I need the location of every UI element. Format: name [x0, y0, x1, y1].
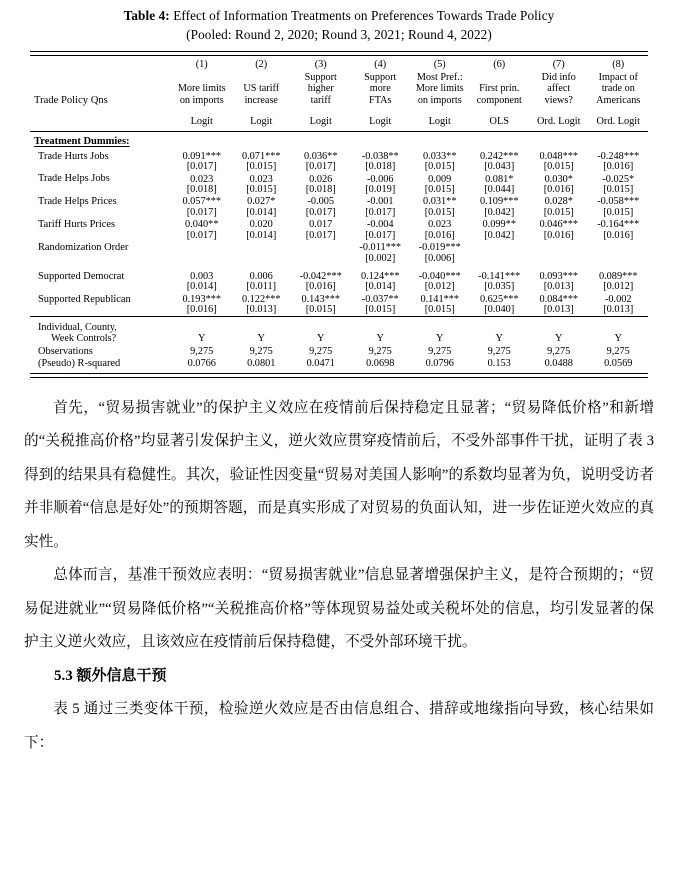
standard-error: [0.014] [246, 206, 277, 218]
coefficient: 0.017 [309, 219, 333, 231]
standard-error: [0.018] [305, 183, 336, 195]
header-line: First prin. [479, 83, 520, 95]
standard-error: [0.017] [305, 206, 336, 218]
standard-error: [0.012] [424, 281, 455, 293]
standard-error: [0.016] [543, 183, 574, 195]
observations-value: 9,275 [547, 346, 571, 358]
column-header [291, 72, 351, 110]
table-bottom-rule [30, 373, 648, 378]
standard-error: [0.015] [424, 206, 455, 218]
coefficient: 0.093*** [539, 271, 579, 283]
standard-error: [0.044] [484, 183, 515, 195]
observations-value: 9,275 [606, 346, 630, 358]
standard-error: [0.013] [543, 281, 574, 293]
coefficient: 0.040** [185, 219, 219, 231]
coefficient: 0.020 [249, 219, 273, 231]
table-row [30, 195, 648, 208]
table-row-se [30, 282, 648, 292]
spacer-cell [30, 305, 172, 316]
table-rsquared-row [30, 357, 648, 373]
standard-error: [0.043] [484, 160, 515, 172]
coefficient: 0.031** [423, 196, 457, 208]
regression-table [30, 56, 648, 374]
standard-error: [0.015] [246, 183, 277, 195]
header-line: More limits [415, 83, 464, 95]
header-line: Support [304, 71, 337, 83]
header-line: Support [364, 71, 397, 83]
coefficient: 0.242*** [479, 150, 519, 162]
standard-error: [0.015] [365, 304, 396, 316]
section-heading-5-3: 5.3 额外信息干预 [54, 667, 167, 684]
standard-error: [0.017] [365, 229, 396, 241]
controls-value: Y [198, 333, 206, 345]
caption-title: Effect of Information Treatments on Preferences Towards Trade Policy [173, 8, 555, 23]
coefficient [232, 241, 292, 254]
coefficient: -0.001 [366, 196, 394, 208]
controls-value: Y [555, 333, 563, 345]
table-caption [0, 6, 678, 44]
controls-value: Y [317, 333, 325, 345]
standard-error: [0.002] [365, 252, 396, 264]
standard-error: [0.015] [424, 160, 455, 172]
coefficient: 0.124*** [360, 271, 400, 283]
header-line: increase [244, 94, 278, 106]
standard-error: [0.011] [246, 281, 277, 293]
coefficient: 0.023 [249, 173, 273, 185]
header-line: on imports [417, 94, 462, 106]
header-line: FTAs [369, 94, 392, 106]
coefficient: 0.625*** [479, 294, 519, 306]
standard-error: [0.019] [365, 183, 396, 195]
coefficient: -0.038** [361, 150, 399, 162]
rsquared-value: 0.0488 [544, 357, 573, 369]
coefficient: -0.164*** [597, 219, 640, 231]
coefficient: 0.099** [482, 219, 516, 231]
table-row-se [30, 208, 648, 218]
controls-value: Y [614, 333, 622, 345]
observations-value: 9,275 [309, 346, 333, 358]
column-header [351, 72, 411, 110]
coefficient: 0.026 [309, 173, 333, 185]
standard-error: [0.015] [424, 183, 455, 195]
row-label: Randomization Order [38, 242, 129, 254]
spacer-cell [30, 254, 172, 264]
coefficient: -0.248*** [597, 150, 640, 162]
coefficient: 0.122*** [241, 294, 281, 306]
coefficient: -0.011*** [359, 242, 402, 254]
estimator-label: Logit [369, 115, 392, 127]
standard-error: [0.014] [246, 229, 277, 241]
coefficient: -0.019*** [418, 242, 461, 254]
coefficient: -0.006 [366, 173, 394, 185]
standard-error: [0.042] [484, 229, 515, 241]
row-label: Tariff Hurts Prices [38, 219, 115, 231]
observations-value: 9,275 [190, 346, 214, 358]
spacer-cell [30, 110, 172, 132]
row-label: Supported Republican [38, 293, 131, 305]
coefficient: -0.025* [602, 173, 635, 185]
table-row-se [30, 254, 648, 264]
table-block [0, 0, 678, 378]
coefficient: 0.048*** [539, 150, 579, 162]
caption-number: Table 4: [123, 8, 170, 23]
estimator-label: Ord. Logit [596, 115, 640, 127]
standard-error: [0.017] [305, 229, 336, 241]
coefficient: 0.057*** [182, 196, 222, 208]
standard-error: [0.016] [603, 160, 634, 172]
table-row-se [30, 231, 648, 241]
coefficient: -0.002 [604, 294, 632, 306]
standard-error [470, 254, 530, 264]
standard-error: [0.018] [186, 183, 217, 195]
controls-value: Y [257, 333, 265, 345]
coefficient: 0.141*** [420, 294, 460, 306]
header-line: higher [307, 83, 334, 95]
row-label: Trade Helps Jobs [38, 173, 110, 185]
coefficient [589, 241, 649, 254]
header-line: Most Pref.: [416, 71, 463, 83]
standard-error: [0.016] [305, 281, 336, 293]
standard-error: [0.017] [186, 206, 217, 218]
row-label: Trade Hurts Jobs [38, 150, 109, 162]
standard-error [291, 254, 351, 264]
spacer-cell [30, 162, 172, 172]
paragraph-3: 表 5 通过三类变体干预，检验逆火效应是否由信息组合、措辞或地缘指向导致，核心结果如下： [24, 701, 654, 751]
row-label: Supported Democrat [38, 271, 125, 283]
rsquared-value: 0.0698 [366, 357, 395, 369]
standard-error: [0.016] [603, 229, 634, 241]
standard-error: [0.015] [305, 304, 336, 316]
coefficient: 0.089*** [598, 271, 638, 283]
coefficient: 0.036** [304, 150, 338, 162]
estimator-label: Logit [190, 115, 213, 127]
coefficient: 0.046*** [539, 219, 579, 231]
coefficient: 0.027* [247, 196, 276, 208]
estimator-label: Logit [250, 115, 273, 127]
standard-error: [0.015] [424, 304, 455, 316]
coefficient: -0.141*** [478, 271, 521, 283]
spacer-cell [30, 282, 172, 292]
rsquared-value: 0.0796 [425, 357, 454, 369]
header-line: affect [547, 83, 571, 95]
caption-line-2: (Pooled: Round 2, 2020; Round 3, 2021; Round 4, 2022) [186, 27, 492, 42]
section-header-cell [30, 133, 648, 150]
standard-error: [0.016] [543, 229, 574, 241]
table-row-se [30, 162, 648, 172]
standard-error: [0.012] [603, 281, 634, 293]
standard-error: [0.013] [603, 304, 634, 316]
table-row [30, 218, 648, 231]
standard-error: [0.017] [365, 206, 396, 218]
observations-value: 9,275 [487, 346, 511, 358]
standard-error: [0.014] [186, 281, 217, 293]
standard-error: [0.018] [365, 160, 396, 172]
coefficient [172, 241, 232, 254]
table-row [30, 172, 648, 185]
coefficient: 0.091*** [182, 150, 222, 162]
column-header [232, 72, 292, 110]
column-header [410, 72, 470, 110]
coefficient: 0.109*** [479, 196, 519, 208]
header-line: More limits [177, 83, 226, 95]
controls-label-line-1: Individual, County, [38, 321, 117, 333]
coefficient: 0.023 [428, 219, 452, 231]
standard-error: [0.013] [543, 304, 574, 316]
coefficient: 0.009 [428, 173, 452, 185]
standard-error: [0.014] [365, 281, 396, 293]
table-column-number-row [30, 56, 648, 72]
standard-error: [0.015] [543, 206, 574, 218]
table-column-header-row [30, 72, 648, 110]
standard-error [232, 254, 292, 264]
paragraph-1: 首先，“贸易损害就业”的保护主义效应在疫情前后保持稳定且显著；“贸易降低价格”和新增的“关税推高价格”均显著引发保护主义，逆火效应贯穿疫情前后，不受外部事件干扰，证明了表 3 得到的结果具有稳健性。其次，验证性因变量“贸易对美国人影响”的系数均显著为负，说明受访者并非顺着“信息是好处”的预期答题，而是真实形成了对贸易的负面认知，进一步佐证逆火效应的真实性。 [24, 399, 654, 550]
body-text [24, 392, 654, 761]
estimator-label: OLS [489, 115, 509, 127]
header-line: trade on [601, 83, 635, 95]
table-row-se [30, 185, 648, 195]
standard-error [589, 254, 649, 264]
standard-error: [0.015] [246, 160, 277, 172]
observations-label: Observations [38, 345, 93, 357]
column-number: (1) [195, 58, 208, 70]
table-observations-row [30, 344, 648, 357]
header-line: on imports [179, 94, 224, 106]
coefficient: 0.143*** [301, 294, 341, 306]
spacer-cell [30, 56, 172, 72]
standard-error: [0.015] [603, 183, 634, 195]
coefficient [470, 241, 530, 254]
table-row [30, 241, 648, 254]
coefficient: -0.037** [361, 294, 399, 306]
stub-header: Trade Policy Qns [34, 94, 108, 106]
estimator-label: Ord. Logit [537, 115, 581, 127]
spacer-cell [30, 185, 172, 195]
coefficient: 0.003 [190, 271, 214, 283]
controls-label-line-2: Week Controls? [51, 333, 117, 345]
coefficient: -0.040*** [418, 271, 461, 283]
controls-label [30, 318, 172, 345]
coefficient: 0.193*** [182, 294, 222, 306]
coefficient: 0.071*** [241, 150, 281, 162]
coefficient [529, 241, 589, 254]
estimator-label: Logit [428, 115, 451, 127]
standard-error: [0.015] [603, 206, 634, 218]
coefficient [291, 241, 351, 254]
coefficient: 0.081* [485, 173, 514, 185]
header-line: component [476, 94, 522, 106]
standard-error: [0.015] [543, 160, 574, 172]
column-header [589, 72, 649, 110]
header-line: Americans [596, 94, 641, 106]
standard-error: [0.016] [186, 304, 217, 316]
caption-line-1 [0, 6, 678, 25]
standard-error: [0.017] [186, 229, 217, 241]
standard-error [172, 254, 232, 264]
standard-error [529, 254, 589, 264]
coefficient: 0.033** [423, 150, 457, 162]
rsquared-value: 0.0801 [247, 357, 276, 369]
paragraph-2: 总体而言，基准干预效应表明：“贸易损害就业”信息显著增强保护主义，是符合预期的；“贸易促进就业”“贸易降低价格”“关税推高价格”等体现贸易益处或关税坏处的信息，均引发显著的保护主义逆火效应，且该效应在疫情前后保持稳健，不受外部环境干扰。 [24, 567, 655, 651]
header-line: tariff [310, 94, 331, 106]
header-line: Did info [541, 71, 576, 83]
standard-error: [0.040] [484, 304, 515, 316]
standard-error: [0.042] [484, 206, 515, 218]
standard-error: [0.006] [424, 252, 455, 264]
standard-error: [0.035] [484, 281, 515, 293]
rsquared-value: 0.153 [487, 357, 511, 369]
spacer-cell [30, 208, 172, 218]
column-number: (8) [612, 58, 625, 70]
column-number: (3) [314, 58, 327, 70]
column-number: (2) [255, 58, 268, 70]
standard-error: [0.013] [246, 304, 277, 316]
standard-error: [0.017] [186, 160, 217, 172]
table-estimator-row [30, 110, 648, 132]
observations-value: 9,275 [428, 346, 452, 358]
row-label: Trade Helps Prices [38, 196, 117, 208]
header-line: more [369, 83, 391, 95]
coefficient: -0.058*** [597, 196, 640, 208]
header-line: Impact of [598, 71, 638, 83]
controls-value: Y [495, 333, 503, 345]
rsquared-value: 0.0766 [187, 357, 216, 369]
coefficient: 0.084*** [539, 294, 579, 306]
column-header [470, 72, 530, 110]
table-section-header-row [30, 133, 648, 150]
column-number: (6) [493, 58, 506, 70]
coefficient: -0.005 [307, 196, 335, 208]
rsquared-label: (Pseudo) R-squared [38, 357, 121, 369]
coefficient: 0.028* [544, 196, 573, 208]
column-header [172, 72, 232, 110]
coefficient: -0.004 [366, 219, 394, 231]
rsquared-value: 0.0471 [306, 357, 335, 369]
estimator-label: Logit [309, 115, 332, 127]
column-number: (7) [552, 58, 565, 70]
column-header [529, 72, 589, 110]
observations-value: 9,275 [368, 346, 392, 358]
header-line: views? [544, 94, 573, 106]
coefficient: 0.006 [249, 271, 273, 283]
coefficient: -0.042*** [299, 271, 342, 283]
header-line: US tariff [243, 83, 280, 95]
observations-value: 9,275 [249, 346, 273, 358]
standard-error: [0.017] [305, 160, 336, 172]
coefficient: 0.023 [190, 173, 214, 185]
standard-error: [0.016] [424, 229, 455, 241]
column-number: (5) [433, 58, 446, 70]
controls-value: Y [376, 333, 384, 345]
spacer-cell [30, 231, 172, 241]
rsquared-value: 0.0569 [604, 357, 633, 369]
section-header-label: Treatment Dummies: [34, 135, 130, 147]
regression-table-wrapper [30, 51, 648, 378]
controls-value: Y [436, 333, 444, 345]
coefficient: 0.030* [544, 173, 573, 185]
column-number: (4) [374, 58, 387, 70]
table-row-se [30, 305, 648, 316]
table-controls-row [30, 318, 648, 345]
